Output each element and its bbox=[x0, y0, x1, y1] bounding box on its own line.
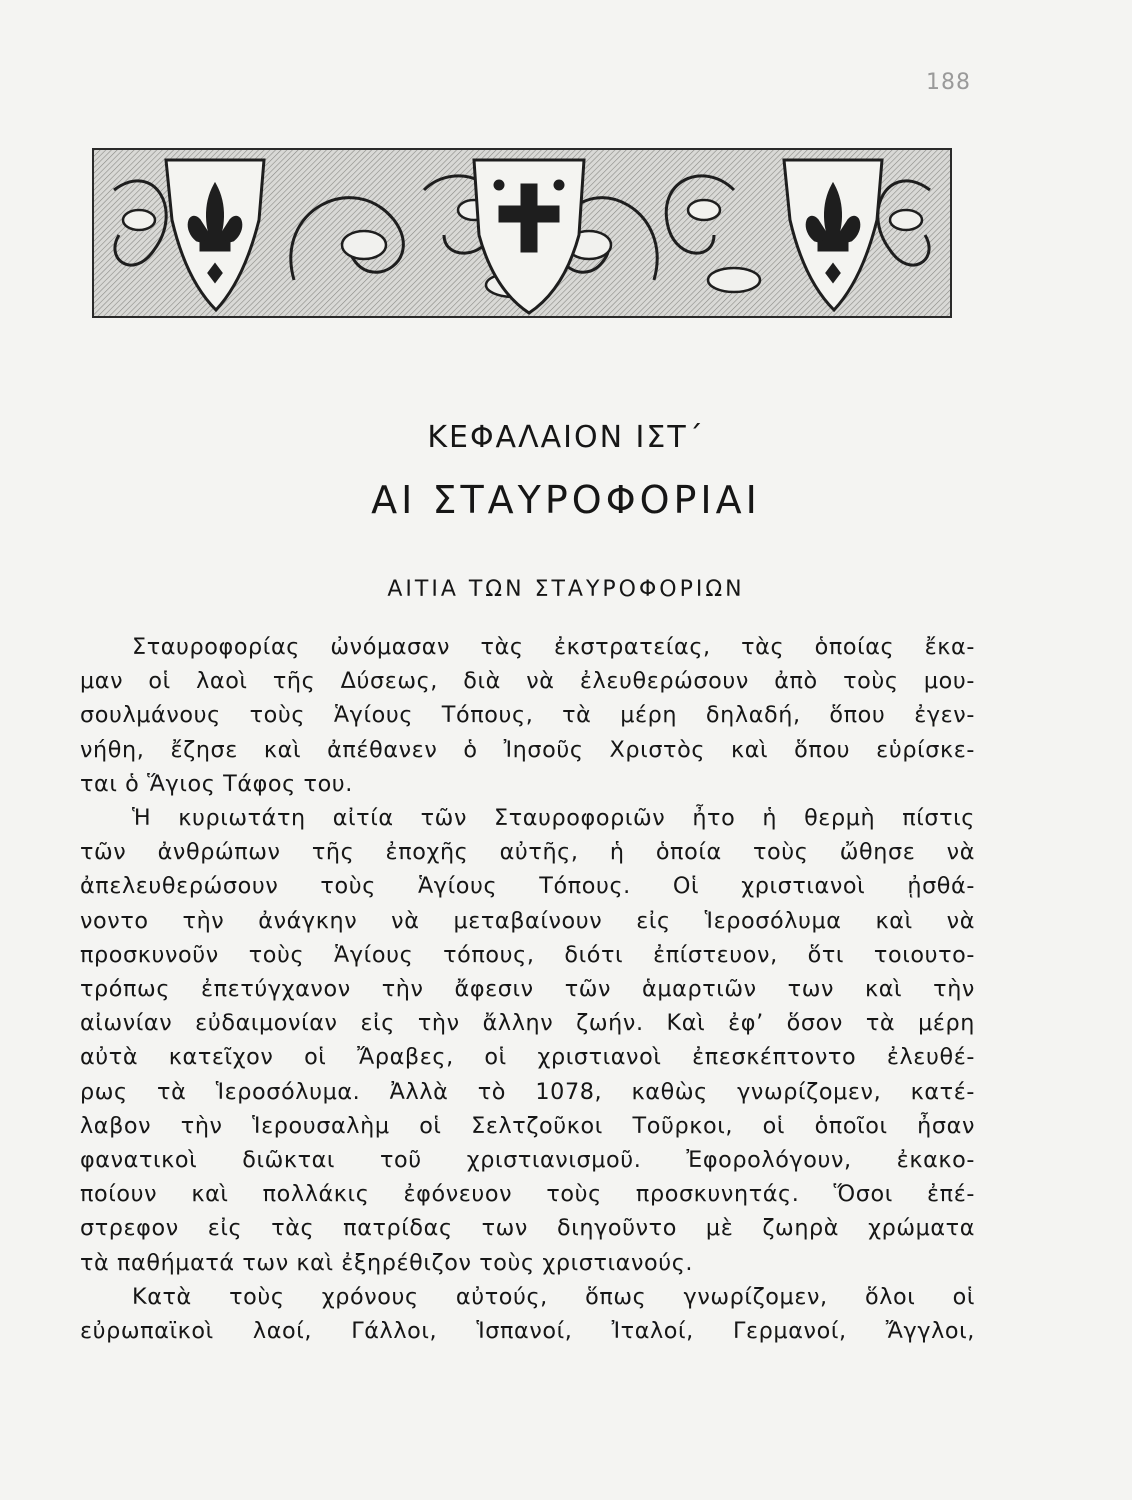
heraldic-ornament-banner bbox=[92, 148, 952, 318]
text-line: νοντο τὴν ἀνάγκην νὰ μεταβαίνουν εἰς Ἱεροσόλυμα καὶ νὰ bbox=[80, 907, 975, 934]
section-heading: ΑΙΤΙΑ ΤΩΝ ΣΤΑΥΡΟΦΟΡΙΩΝ bbox=[387, 577, 745, 602]
text-line: σουλμάνους τοὺς Ἁγίους Τόπους, τὰ μέρη δηλαδή, ὅπου ἐγεν- bbox=[80, 702, 975, 729]
text-line: ται ὁ Ἅγιος Τάφος του. bbox=[80, 770, 353, 797]
text-line: λαβον τὴν Ἱερουσαλὴμ οἱ Σελτζοῦκοι Τοῦρκοι, οἱ ὁποῖοι ἦσαν bbox=[80, 1112, 975, 1139]
text-line: τὰ παθήματά των καὶ ἐξηρέθιζον τοὺς χριστιανούς. bbox=[80, 1249, 694, 1276]
ornament-illustration bbox=[94, 150, 950, 316]
text-line: τῶν ἀνθρώπων τῆς ἐποχῆς αὐτῆς, ἡ ὁποία τοὺς ὤθησε νὰ bbox=[80, 839, 975, 866]
text-line: φανατικοὶ διῶκται τοῦ χριστιανισμοῦ. Ἐφορολόγουν, ἐκακο- bbox=[80, 1147, 975, 1174]
body-text bbox=[80, 630, 975, 1348]
text-line: αὐτὰ κατεῖχον οἱ Ἄραβες, οἱ χριστιανοὶ ἐπεσκέπτοντο ἐλευθέ- bbox=[80, 1044, 975, 1071]
text-line: ἀπελευθερώσουν τοὺς Ἁγίους Τόπους. Οἱ χριστιανοὶ ᾐσθά- bbox=[80, 873, 975, 900]
text-line: τρόπως ἐπετύγχανον τὴν ἄφεσιν τῶν ἁμαρτιῶν των καὶ τὴν bbox=[80, 976, 975, 1003]
text-line: αἰωνίαν εὐδαιμονίαν εἰς τὴν ἄλλην ζωήν. Καὶ ἐφ’ ὅσον τὰ μέρη bbox=[80, 1010, 975, 1037]
chapter-label: ΚΕΦΑΛΑΙΟΝ ΙΣΤ΄ bbox=[427, 420, 705, 455]
page-number: 188 bbox=[926, 70, 971, 95]
text-line: προσκυνοῦν τοὺς Ἁγίους τόπους, διότι ἐπίστευον, ὅτι τοιουτο- bbox=[80, 941, 975, 968]
text-line: Κατὰ τοὺς χρόνους αὐτούς, ὅπως γνωρίζομεν, ὅλοι οἱ bbox=[132, 1283, 975, 1310]
text-line: ρως τὰ Ἱεροσόλυμα. Ἀλλὰ τὸ 1078, καθὼς γνωρίζομεν, κατέ- bbox=[80, 1078, 975, 1105]
text-line: στρεφον εἰς τὰς πατρίδας των διηγοῦντο μὲ ζωηρὰ χρώματα bbox=[80, 1215, 975, 1242]
text-line: ποίουν καὶ πολλάκις ἐφόνευον τοὺς προσκυνητάς. Ὅσοι ἐπέ- bbox=[80, 1181, 975, 1208]
chapter-title: ΑΙ ΣΤΑΥΡΟΦΟΡΙΑΙ bbox=[371, 478, 761, 522]
text-line: Σταυροφορίας ὠνόμασαν τὰς ἐκστρατείας, τὰς ὁποίας ἔκα- bbox=[132, 634, 975, 660]
text-line: Ἡ κυριωτάτη αἰτία τῶν Σταυροφοριῶν ἦτο ἡ θερμὴ πίστις bbox=[132, 805, 975, 832]
text-line: εὐρωπαϊκοὶ λαοί, Γάλλοι, Ἱσπανοί, Ἰταλοί, Γερμανοί, Ἄγγλοι, bbox=[80, 1318, 975, 1345]
text-line: νήθη, ἔζησε καὶ ἀπέθανεν ὁ Ἰησοῦς Χριστὸς καὶ ὅπου εὑρίσκε- bbox=[80, 736, 975, 763]
text-line: μαν οἱ λαοὶ τῆς Δύσεως, διὰ νὰ ἐλευθερώσουν ἀπὸ τοὺς μου- bbox=[80, 668, 975, 695]
